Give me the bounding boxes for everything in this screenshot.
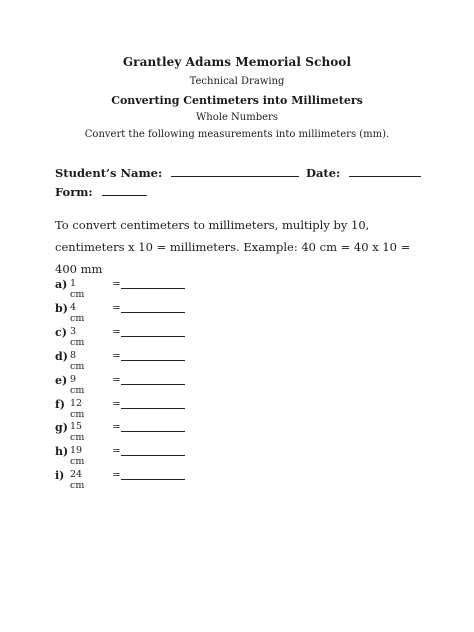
answer-blank[interactable] xyxy=(121,407,185,409)
answer-blank[interactable] xyxy=(121,430,185,432)
form-label: Form: xyxy=(55,185,93,199)
student-name-row xyxy=(55,162,299,181)
answer-blank[interactable] xyxy=(121,454,185,456)
question-measurement: 4 cm xyxy=(70,301,85,324)
answer-blank[interactable] xyxy=(121,478,185,480)
answer-blank[interactable] xyxy=(121,287,185,289)
date-field[interactable] xyxy=(349,165,421,177)
equals-sign: = xyxy=(112,301,121,314)
equals-sign: = xyxy=(112,445,121,458)
question-measurement: 12 cm xyxy=(70,397,85,420)
question-letter: h) xyxy=(55,445,69,459)
equals-sign: = xyxy=(112,397,121,410)
student-name-field[interactable] xyxy=(171,165,299,177)
worksheet-instruction: Convert the following measurements into millimeters (mm). xyxy=(84,129,390,140)
equals-sign: = xyxy=(112,469,121,482)
question-letter: b) xyxy=(55,301,68,315)
question-letter: d) xyxy=(55,349,68,363)
equals-sign: = xyxy=(112,325,121,338)
equals-sign: = xyxy=(112,421,121,434)
student-name-label: Student’s Name: xyxy=(55,166,163,180)
question-letter: e) xyxy=(55,373,68,387)
equals-sign: = xyxy=(112,373,121,386)
question-letter: c) xyxy=(55,325,67,339)
worksheet-topic: Converting Centimeters into Millimeters xyxy=(111,94,363,107)
equals-sign: = xyxy=(112,349,121,362)
date-label: Date: xyxy=(306,166,341,180)
answer-blank[interactable] xyxy=(121,311,185,313)
question-measurement: 24 cm xyxy=(70,469,85,492)
question-letter: i) xyxy=(55,469,65,483)
question-measurement: 3 cm xyxy=(70,325,85,348)
question-letter: g) xyxy=(55,421,68,435)
school-name: Grantley Adams Memorial School xyxy=(122,55,352,69)
question-measurement: 1 cm xyxy=(70,278,85,300)
answer-blank[interactable] xyxy=(121,359,185,361)
date-row xyxy=(306,162,421,181)
question-letter: f) xyxy=(55,397,65,411)
form-row xyxy=(55,181,147,200)
subject-title: Technical Drawing xyxy=(189,76,285,87)
question-measurement: 9 cm xyxy=(70,373,85,396)
answer-blank[interactable] xyxy=(121,335,185,337)
answer-blank[interactable] xyxy=(121,383,185,385)
question-measurement: 8 cm xyxy=(70,349,85,372)
worksheet-level: Whole Numbers xyxy=(196,112,278,123)
question-measurement: 15 cm xyxy=(70,421,85,444)
form-field[interactable] xyxy=(102,184,147,196)
question-letter: a) xyxy=(55,278,68,291)
equals-sign: = xyxy=(112,278,121,290)
conversion-explanation: To convert centimeters to millimeters, multiply by 10, centimeters x 10 = millimeters. Example: 40 cm = 40 x 10 = 400 mm xyxy=(55,218,411,276)
question-measurement: 19 cm xyxy=(70,445,85,468)
